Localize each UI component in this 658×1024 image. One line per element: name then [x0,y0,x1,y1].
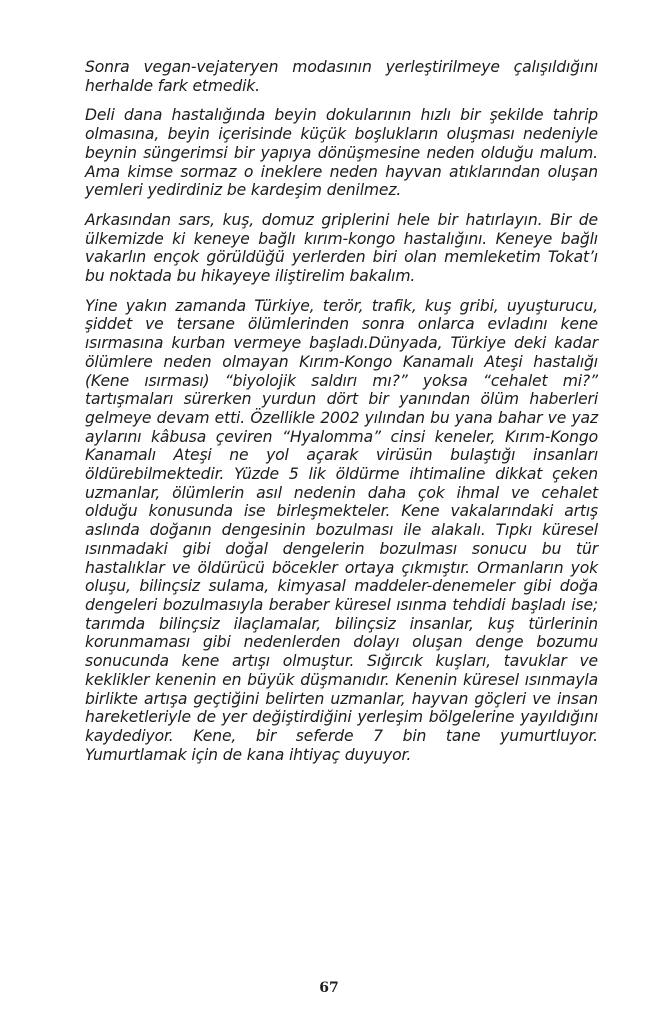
page-number: 67 [319,980,339,996]
paragraph: Sonra vegan-vejateryen modasının yerleştirilmeye çalışıldığını herhalde fark etmedik. [85,58,598,95]
paragraph: Deli dana hastalığında beyin dokularının hızlı bir şekilde tahrip olmasına, beyin içerisinde küçük boşlukların oluşması nedeniyle beynin süngerimsi bir yapıya dönüşmesine neden olduğu malum. Ama kimse sormaz o ineklere neden hayvan atıklarından oluşan yemleri yedirdiniz be kardeşim denilmez. [85,106,598,200]
page-body [85,58,598,775]
paragraph: Yine yakın zamanda Türkiye, terör, trafik, kuş gribi, uyuşturucu, şiddet ve tersane ölümlerinden sonra onlarca evladını kene ısırmasına kurban vermeye başladı.Dünyada, Türkiye deki kadar ölümlere neden olmayan Kırım-Kongo Kanamalı Ateşi hastalığı (Kene ısırması) “biyolojik saldırı mı?” yoksa “cehalet mi?” tartışmaları sürerken yurdun dört bir yanından ölüm haberleri gelmeye devam etti. Özellikle 2002 yılından bu yana bahar ve yaz aylarını kâbusa çeviren “Hyalomma” cinsi keneler, Kırım-Kongo Kanamalı Ateşi ne yol açarak virüsün bulaştığı insanları öldürebilmektedir. Yüzde 5 lik öldürme ihtimaline dikkat çeken uzmanlar, ölümlerin asıl nedenin daha çok ihmal ve cehalet olduğu konusunda ise birleşmekteler. Kene vakalarındaki artış aslında doğanın dengesinin bozulması ile alakalı. Tıpkı küresel ısınmadaki gibi doğal dengelerin bozulması sonucu bu tür hastalıklar ve öldürücü böcekler ortaya çıkmıştır. Ormanların yok oluşu, bilinçsiz sulama, kimyasal maddeler-denemeler gibi doğa dengeleri bozulmasıyla beraber küresel ısınma tehdidi başladı ise; tarımda bilinçsiz ilaçlamalar, bilinçsiz insanlar, kuş türlerinin korunmaması gibi nedenlerden dolayı oluşan denge bozumu sonucunda kene artışı olmuştur. Sığırcık kuşları, tavuklar ve keklikler kenenin en büyük düşmanıdır. Kenenin küresel ısınmayla birlikte artışa geçtiğini belirten uzmanlar, hayvan göçleri ve insan hareketleriyle de yer değiştirdiğini yerleşim bölgelerine yayıldığını kaydediyor. Kene, bir seferde 7 bin tane yumurtluyor. Yumurtlamak için de kana ihtiyaç duyuyor. [85,296,598,764]
paragraph: Arkasından sars, kuş, domuz griplerini hele bir hatırlayın. Bir de ülkemizde ki keneye bağlı kırım-kongo hastalığını. Keneye bağlı vakarlın ençok görüldüğü yerlerden biri olan memleketim Tokat’ı bu noktada bu hikayeye iliştirelim bakalım. [85,210,598,286]
